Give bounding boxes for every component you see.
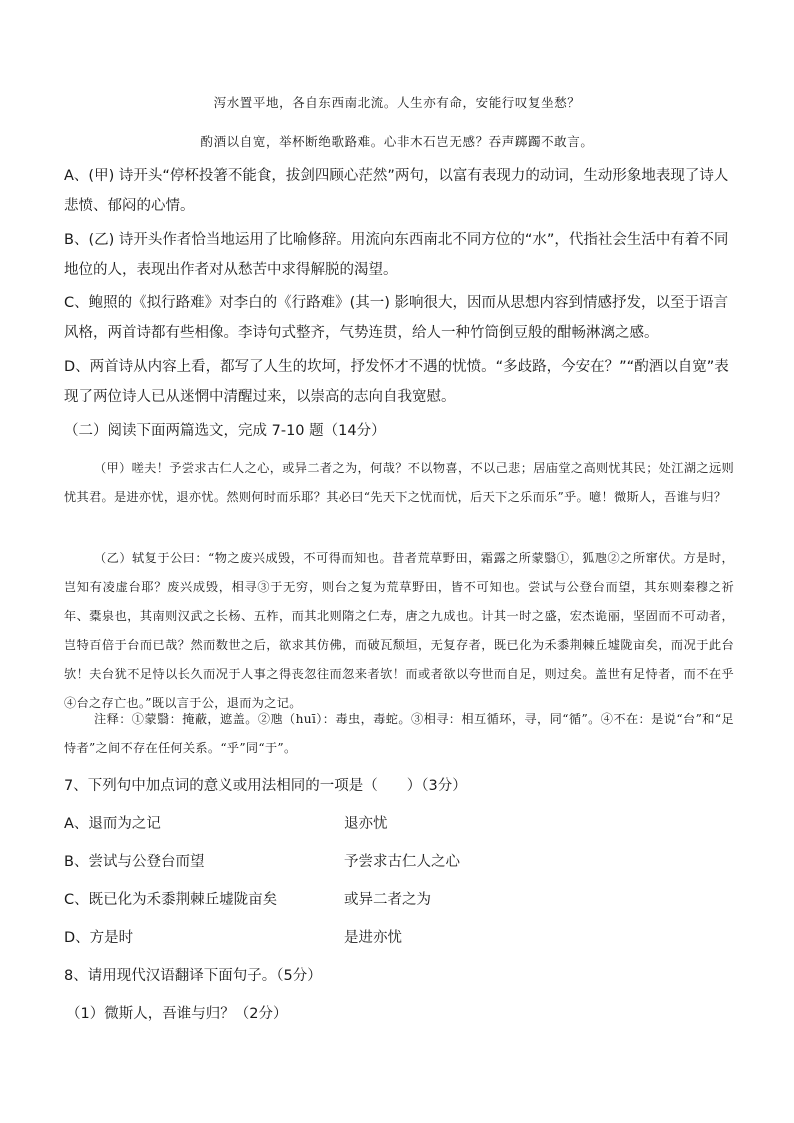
poem-line-2: 酌酒以自宽，举杯断绝歌路难。心非木石岂无感？吞声踯躅不敢言。	[200, 134, 594, 149]
option-a: A、(甲) 诗开头“停杯投箸不能食，拔剑四顾心茫然”两句，以富有表现力的动词，生动形象地表现了诗人悲愤、郁闷的心情。	[64, 168, 729, 214]
annotation-notes: 注释：①蒙翳：掩蔽，遮盖。②虺（huī）：毒虫，毒蛇。③相寻：相互循环，寻，同“循”。④不在：是说“台”和“足恃者”之间不存在任何关系。“乎”同“于”。	[64, 712, 734, 755]
option-b: B、(乙) 诗开头作者恰当地运用了比喻修辞。用流向东西南北不同方位的“水”，代指社会生活中有着不同地位的人，表现出作者对从愁苦中求得解脱的渴望。	[64, 232, 729, 278]
poem-line-1: 泻水置平地，各自东西南北流。人生亦有命，安能行叹复坐愁？	[213, 95, 581, 110]
passage-yi: （乙）轼复于公曰：“物之废兴成毁，不可得而知也。昔者荒草野田，霜露之所蒙翳①，狐虺②之所窜伏。方是时，岂知有凌虚台耶？废兴成毁，相寻③于无穷，则台之复为荒草野田，皆不可知也。尝试与公登台而望，其东则秦穆之祈年、橐泉也，其南则汉武之长杨、五柞，而其北则隋之仁寿，唐之九成也。计其一时之盛，宏杰诡丽，坚固而不可动者，岂特百倍于台而已哉？然而数世之后，欲求其仿佛，而破瓦颓垣，无复存者，既已化为禾黍荆棘丘墟陇亩矣，而况于此台欤！夫台犹不足恃以长久而况于人事之得丧忽往而忽来者欤！而或者欲以夸世而自足，则过矣。盖世有足恃者，而不在乎④台之存亡也。”既以言于公，退而为之记。	[64, 551, 734, 710]
q7-choice-c-left: C、既已化为禾黍荆棘丘墟陇亩矣	[64, 892, 278, 908]
q7-choice-c-right: 或异二者之为	[344, 892, 431, 908]
q7-choice-a-left: A、退而为之记	[64, 816, 161, 832]
question-7-stem: 7、下列句中加点词的意义或用法相同的一项是（ ）（3分）	[64, 778, 467, 794]
question-8-stem: 8、请用现代汉语翻译下面句子。（5分）	[64, 968, 322, 984]
q7-choice-a-right: 退亦忧	[344, 816, 388, 832]
q7-choice-d-right: 是进亦忧	[344, 930, 402, 946]
passage-jia: （甲）嗟夫！予尝求古仁人之心，或异二者之为，何哉？不以物喜，不以己悲；居庙堂之高则忧其民；处江湖之远则忧其君。是进亦忧，退亦忧。然则何时而乐耶？其必曰“先天下之忧而忧，后天下之乐而乐”乎。噫！微斯人，吾谁与归？	[64, 461, 734, 504]
q7-choice-d-left: D、方是时	[64, 930, 134, 946]
section-heading: （二）阅读下面两篇选文，完成 7-10 题（14分）	[64, 423, 386, 439]
q7-choice-b-right: 予尝求古仁人之心	[344, 854, 460, 870]
question-8-sub-1: （1）微斯人，吾谁与归？（2分）	[66, 1006, 288, 1022]
option-d: D、两首诗从内容上看，都写了人生的坎坷，抒发怀才不遇的忧愤。“多歧路，今安在？”“酌酒以自宽”表现了两位诗人已从迷惘中清醒过来，以崇高的志向自我宽慰。	[64, 359, 729, 405]
q7-choice-b-left: B、尝试与公登台而望	[64, 854, 205, 870]
option-c: C、鲍照的《拟行路难》对李白的《行路难》(其一) 影响很大，因而从思想内容到情感抒发，以至于语言风格，两首诗都有些相像。李诗句式整齐，气势连贯，给人一种竹筒倒豆般的酣畅淋漓之感。	[64, 295, 729, 341]
